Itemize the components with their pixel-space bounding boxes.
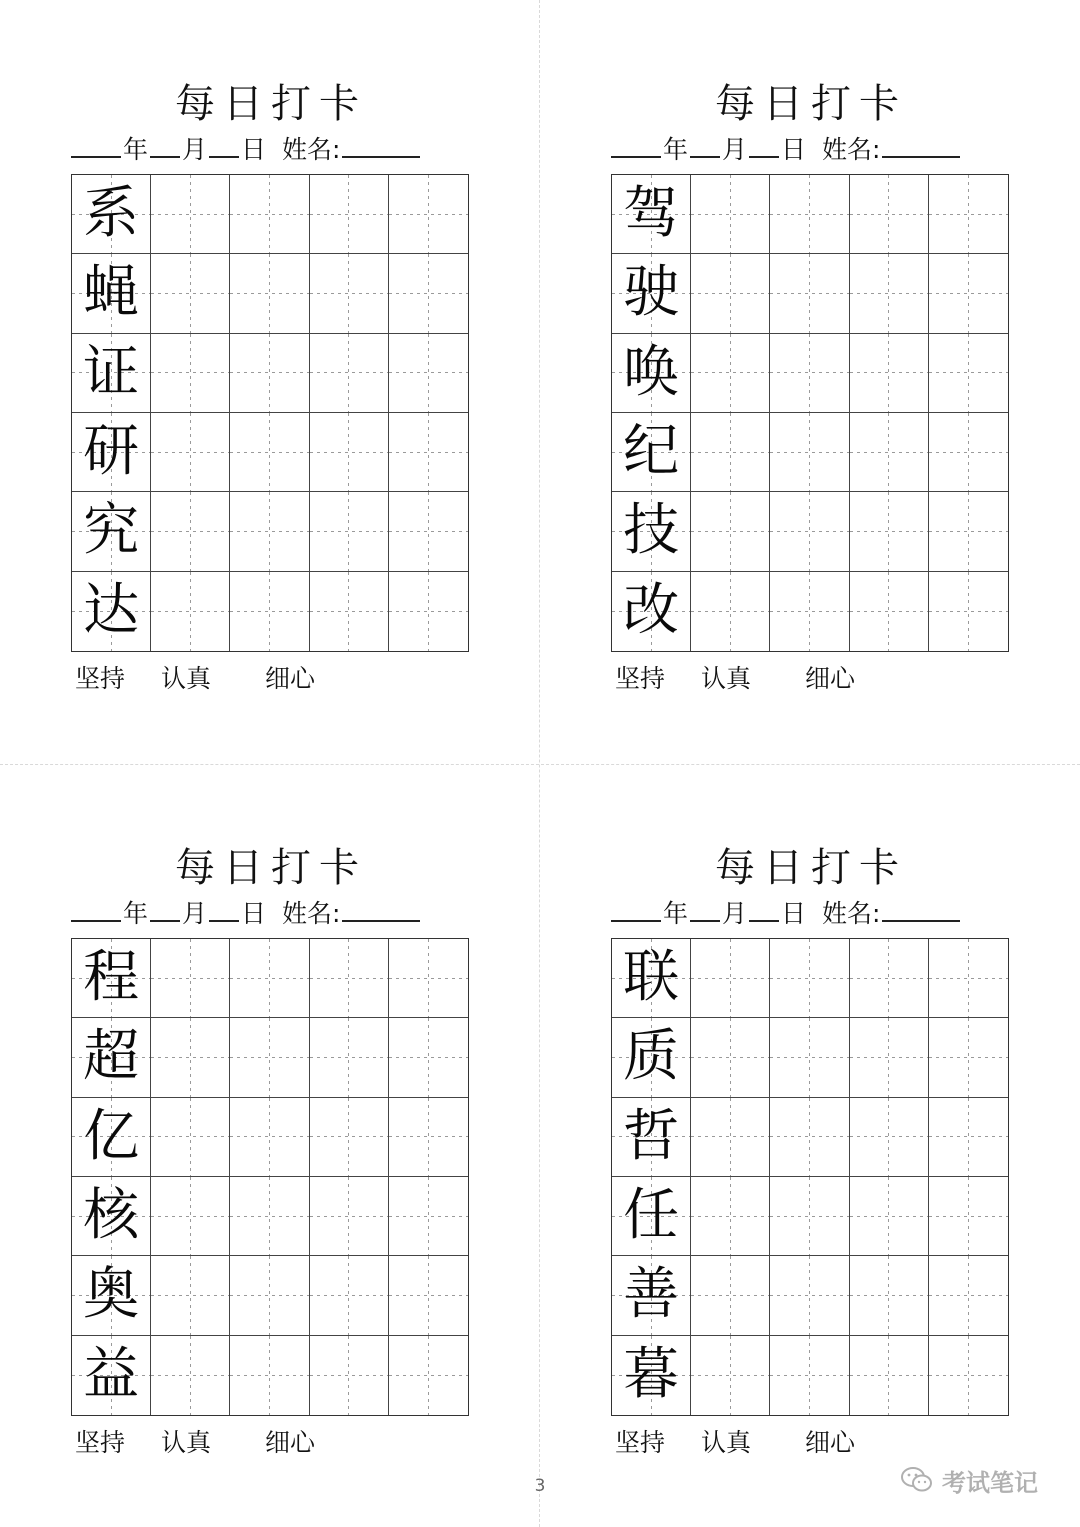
date-name-line bbox=[71, 894, 471, 928]
month-label: 月 bbox=[722, 135, 748, 164]
model-character: 驶 bbox=[623, 260, 680, 326]
motto-serious: 认真 bbox=[161, 1428, 212, 1457]
model-char-cell bbox=[72, 1256, 151, 1335]
practice-cell[interactable] bbox=[310, 1018, 389, 1097]
model-char-cell bbox=[612, 413, 691, 492]
tianzige-grid bbox=[611, 174, 1009, 652]
practice-cell[interactable] bbox=[850, 1018, 929, 1097]
practice-cell[interactable] bbox=[770, 334, 849, 413]
practice-cell[interactable] bbox=[691, 175, 770, 254]
model-character: 暮 bbox=[623, 1342, 680, 1408]
practice-cell[interactable] bbox=[770, 1177, 849, 1256]
model-character: 哲 bbox=[623, 1103, 680, 1169]
month-blank[interactable] bbox=[690, 130, 720, 158]
model-character: 唤 bbox=[623, 339, 680, 405]
practice-cell[interactable] bbox=[310, 334, 389, 413]
card-title: 每日打卡 bbox=[715, 81, 907, 127]
model-character: 质 bbox=[623, 1024, 680, 1090]
model-character: 证 bbox=[83, 339, 140, 405]
practice-cell[interactable] bbox=[151, 413, 230, 492]
model-char-cell bbox=[612, 1098, 691, 1177]
practice-cell[interactable] bbox=[929, 1098, 1008, 1177]
day-blank[interactable] bbox=[749, 894, 779, 922]
model-character: 纪 bbox=[623, 419, 680, 485]
model-character: 达 bbox=[83, 578, 140, 644]
practice-cell[interactable] bbox=[929, 334, 1008, 413]
date-name-line bbox=[71, 130, 471, 164]
practice-cell[interactable] bbox=[151, 1098, 230, 1177]
motto-line bbox=[75, 662, 475, 696]
practice-cell[interactable] bbox=[929, 1336, 1008, 1415]
practice-cell[interactable] bbox=[850, 572, 929, 651]
practice-cell[interactable] bbox=[770, 1336, 849, 1415]
year-label: 年 bbox=[663, 899, 689, 928]
practice-cell[interactable] bbox=[929, 939, 1008, 1018]
model-char-cell bbox=[612, 254, 691, 333]
practice-cell[interactable] bbox=[310, 939, 389, 1018]
practice-cell[interactable] bbox=[850, 1336, 929, 1415]
year-blank[interactable] bbox=[611, 130, 661, 158]
practice-cell[interactable] bbox=[230, 1098, 309, 1177]
practice-cell[interactable] bbox=[151, 334, 230, 413]
practice-cell[interactable] bbox=[389, 572, 468, 651]
motto-line bbox=[615, 662, 1015, 696]
date-name-line bbox=[611, 894, 1011, 928]
tianzige-grid bbox=[71, 938, 469, 1416]
model-char-cell bbox=[72, 334, 151, 413]
day-label: 日 bbox=[241, 135, 267, 164]
name-label: 姓名: bbox=[822, 135, 881, 164]
practice-cell[interactable] bbox=[929, 492, 1008, 571]
practice-cell[interactable] bbox=[929, 1018, 1008, 1097]
model-character: 研 bbox=[83, 419, 140, 485]
model-char-cell bbox=[72, 175, 151, 254]
practice-cell[interactable] bbox=[929, 572, 1008, 651]
practice-card bbox=[611, 764, 1011, 1457]
date-name-line bbox=[611, 130, 1011, 164]
practice-cell[interactable] bbox=[151, 1256, 230, 1335]
day-blank[interactable] bbox=[749, 130, 779, 158]
model-char-cell bbox=[72, 572, 151, 651]
practice-cell[interactable] bbox=[691, 334, 770, 413]
day-label: 日 bbox=[241, 899, 267, 928]
year-blank[interactable] bbox=[71, 130, 121, 158]
motto-serious: 认真 bbox=[701, 664, 752, 693]
model-char-cell bbox=[72, 492, 151, 571]
name-blank[interactable] bbox=[882, 130, 960, 158]
model-character: 技 bbox=[623, 498, 680, 564]
month-label: 月 bbox=[182, 899, 208, 928]
month-label: 月 bbox=[182, 135, 208, 164]
motto-persist: 坚持 bbox=[615, 1428, 666, 1457]
practice-cell[interactable] bbox=[151, 1177, 230, 1256]
model-character: 蝇 bbox=[83, 260, 140, 326]
name-label: 姓名: bbox=[282, 899, 341, 928]
practice-cell[interactable] bbox=[230, 572, 309, 651]
name-label: 姓名: bbox=[282, 135, 341, 164]
model-char-cell bbox=[612, 334, 691, 413]
model-char-cell bbox=[72, 1177, 151, 1256]
practice-cell[interactable] bbox=[691, 572, 770, 651]
model-character: 联 bbox=[623, 945, 680, 1011]
model-character: 超 bbox=[83, 1024, 140, 1090]
month-blank[interactable] bbox=[150, 894, 180, 922]
practice-cell[interactable] bbox=[389, 175, 468, 254]
practice-cell[interactable] bbox=[770, 572, 849, 651]
practice-cell[interactable] bbox=[770, 413, 849, 492]
practice-cell[interactable] bbox=[389, 1018, 468, 1097]
practice-cell[interactable] bbox=[230, 413, 309, 492]
model-char-cell bbox=[612, 1256, 691, 1335]
model-char-cell bbox=[612, 492, 691, 571]
practice-cell[interactable] bbox=[310, 492, 389, 571]
model-char-cell bbox=[72, 254, 151, 333]
model-character: 驾 bbox=[623, 181, 680, 247]
practice-cell[interactable] bbox=[151, 254, 230, 333]
practice-cell[interactable] bbox=[230, 334, 309, 413]
month-blank[interactable] bbox=[150, 130, 180, 158]
year-blank[interactable] bbox=[611, 894, 661, 922]
practice-cell[interactable] bbox=[230, 1256, 309, 1335]
practice-cell[interactable] bbox=[691, 1336, 770, 1415]
month-blank[interactable] bbox=[690, 894, 720, 922]
practice-cell[interactable] bbox=[691, 413, 770, 492]
practice-cell[interactable] bbox=[929, 1177, 1008, 1256]
name-label: 姓名: bbox=[822, 899, 881, 928]
practice-cell[interactable] bbox=[850, 1177, 929, 1256]
practice-card bbox=[611, 0, 1011, 693]
practice-cell[interactable] bbox=[850, 1098, 929, 1177]
practice-cell[interactable] bbox=[310, 572, 389, 651]
year-label: 年 bbox=[123, 899, 149, 928]
name-blank[interactable] bbox=[342, 130, 420, 158]
motto-persist: 坚持 bbox=[75, 664, 126, 693]
practice-cell[interactable] bbox=[850, 254, 929, 333]
practice-cell[interactable] bbox=[230, 1018, 309, 1097]
practice-cell[interactable] bbox=[151, 175, 230, 254]
practice-card bbox=[71, 764, 471, 1457]
practice-cell[interactable] bbox=[151, 1018, 230, 1097]
practice-cell[interactable] bbox=[850, 413, 929, 492]
practice-cell[interactable] bbox=[230, 1336, 309, 1415]
model-char-cell bbox=[72, 939, 151, 1018]
model-char-cell bbox=[72, 1018, 151, 1097]
practice-cell[interactable] bbox=[310, 175, 389, 254]
tianzige-grid bbox=[611, 938, 1009, 1416]
motto-line bbox=[615, 1426, 1015, 1460]
motto-line bbox=[75, 1426, 475, 1460]
model-character: 任 bbox=[623, 1183, 680, 1249]
practice-cell[interactable] bbox=[389, 492, 468, 571]
model-character: 善 bbox=[623, 1262, 680, 1328]
model-char-cell bbox=[72, 1098, 151, 1177]
practice-cell[interactable] bbox=[850, 175, 929, 254]
day-blank[interactable] bbox=[209, 894, 239, 922]
name-blank[interactable] bbox=[882, 894, 960, 922]
practice-cell[interactable] bbox=[929, 413, 1008, 492]
practice-cell[interactable] bbox=[929, 175, 1008, 254]
model-char-cell bbox=[612, 1336, 691, 1415]
model-char-cell bbox=[72, 1336, 151, 1415]
motto-serious: 认真 bbox=[701, 1428, 752, 1457]
practice-cell[interactable] bbox=[850, 1256, 929, 1335]
month-label: 月 bbox=[722, 899, 748, 928]
year-label: 年 bbox=[123, 135, 149, 164]
tianzige-grid bbox=[71, 174, 469, 652]
model-character: 改 bbox=[623, 578, 680, 644]
practice-cell[interactable] bbox=[389, 413, 468, 492]
practice-cell[interactable] bbox=[850, 334, 929, 413]
model-char-cell bbox=[612, 175, 691, 254]
practice-cell[interactable] bbox=[770, 1098, 849, 1177]
name-blank[interactable] bbox=[342, 894, 420, 922]
practice-cell[interactable] bbox=[151, 572, 230, 651]
model-char-cell bbox=[612, 1177, 691, 1256]
practice-cell[interactable] bbox=[770, 254, 849, 333]
day-label: 日 bbox=[781, 135, 807, 164]
motto-careful: 细心 bbox=[805, 1428, 856, 1457]
practice-cell[interactable] bbox=[151, 939, 230, 1018]
model-character: 亿 bbox=[83, 1103, 140, 1169]
practice-cell[interactable] bbox=[230, 1177, 309, 1256]
motto-careful: 细心 bbox=[805, 664, 856, 693]
motto-serious: 认真 bbox=[161, 664, 212, 693]
practice-cell[interactable] bbox=[770, 1256, 849, 1335]
model-character: 核 bbox=[83, 1183, 140, 1249]
practice-cell[interactable] bbox=[691, 1018, 770, 1097]
model-character: 程 bbox=[83, 945, 140, 1011]
practice-cell[interactable] bbox=[389, 254, 468, 333]
page-number: 3 bbox=[534, 1476, 546, 1496]
motto-careful: 细心 bbox=[265, 1428, 316, 1457]
watermark bbox=[900, 1460, 1038, 1500]
practice-cell[interactable] bbox=[929, 1256, 1008, 1335]
practice-card bbox=[71, 0, 471, 693]
practice-cell[interactable] bbox=[691, 1177, 770, 1256]
day-blank[interactable] bbox=[209, 130, 239, 158]
practice-cell[interactable] bbox=[770, 1018, 849, 1097]
card-title: 每日打卡 bbox=[175, 81, 367, 127]
practice-cell[interactable] bbox=[310, 1256, 389, 1335]
year-blank[interactable] bbox=[71, 894, 121, 922]
model-character: 究 bbox=[83, 498, 140, 564]
practice-cell[interactable] bbox=[389, 1177, 468, 1256]
practice-cell[interactable] bbox=[310, 254, 389, 333]
practice-cell[interactable] bbox=[230, 939, 309, 1018]
practice-cell[interactable] bbox=[310, 1177, 389, 1256]
practice-cell[interactable] bbox=[770, 939, 849, 1018]
practice-cell[interactable] bbox=[230, 175, 309, 254]
practice-cell[interactable] bbox=[770, 175, 849, 254]
day-label: 日 bbox=[781, 899, 807, 928]
practice-cell[interactable] bbox=[850, 939, 929, 1018]
practice-cell[interactable] bbox=[850, 492, 929, 571]
practice-cell[interactable] bbox=[691, 1256, 770, 1335]
practice-cell[interactable] bbox=[310, 1098, 389, 1177]
model-char-cell bbox=[612, 1018, 691, 1097]
practice-cell[interactable] bbox=[389, 334, 468, 413]
card-title: 每日打卡 bbox=[175, 845, 367, 891]
practice-cell[interactable] bbox=[691, 492, 770, 571]
model-character: 系 bbox=[83, 181, 140, 247]
motto-careful: 细心 bbox=[265, 664, 316, 693]
card-title: 每日打卡 bbox=[715, 845, 907, 891]
wechat-icon bbox=[900, 1465, 934, 1495]
model-char-cell bbox=[72, 413, 151, 492]
watermark-text: 考试笔记 bbox=[942, 1468, 1038, 1497]
practice-cell[interactable] bbox=[310, 1336, 389, 1415]
practice-cell[interactable] bbox=[691, 254, 770, 333]
practice-cell[interactable] bbox=[770, 492, 849, 571]
model-character: 奥 bbox=[83, 1262, 140, 1328]
practice-cell[interactable] bbox=[310, 413, 389, 492]
practice-cell[interactable] bbox=[389, 1098, 468, 1177]
motto-persist: 坚持 bbox=[615, 664, 666, 693]
practice-cell[interactable] bbox=[230, 492, 309, 571]
practice-cell[interactable] bbox=[691, 1098, 770, 1177]
model-char-cell bbox=[612, 572, 691, 651]
practice-cell[interactable] bbox=[230, 254, 309, 333]
practice-cell[interactable] bbox=[691, 939, 770, 1018]
year-label: 年 bbox=[663, 135, 689, 164]
model-character: 益 bbox=[83, 1342, 140, 1408]
practice-cell[interactable] bbox=[929, 254, 1008, 333]
model-char-cell bbox=[612, 939, 691, 1018]
practice-cell[interactable] bbox=[389, 939, 468, 1018]
practice-cell[interactable] bbox=[151, 492, 230, 571]
practice-cell[interactable] bbox=[389, 1336, 468, 1415]
practice-cell[interactable] bbox=[389, 1256, 468, 1335]
motto-persist: 坚持 bbox=[75, 1428, 126, 1457]
practice-cell[interactable] bbox=[151, 1336, 230, 1415]
